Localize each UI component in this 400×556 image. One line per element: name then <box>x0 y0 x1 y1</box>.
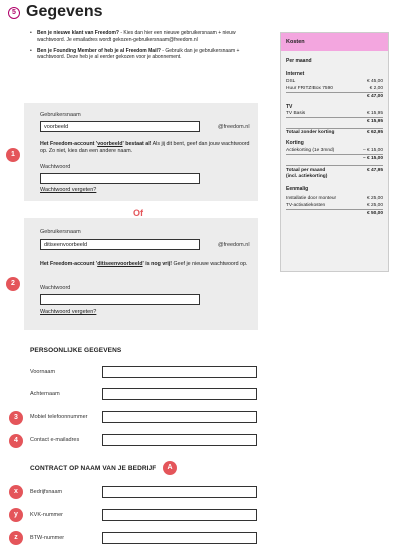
password-input[interactable] <box>40 294 200 305</box>
vat-number-label: BTW-nummer <box>30 535 65 541</box>
first-name-input[interactable] <box>102 366 257 378</box>
costs-title: Kosten <box>281 33 388 51</box>
or-separator: Of <box>133 208 143 218</box>
one-time-total: € 50,00 <box>286 209 383 217</box>
tv-heading: TV <box>286 103 293 110</box>
annotation-badge-y: y <box>9 508 23 522</box>
cost-row: TV-activatiekosten € 25,00 <box>286 202 383 208</box>
username-input[interactable]: voorbeeld <box>40 121 200 132</box>
account-available-message: Het Freedom-account 'ditiseenvoorbeeld' is nog vrij! Geef je nieuwe wachtwoord op. <box>40 261 248 267</box>
one-time-heading: Eenmalig <box>286 186 309 192</box>
cost-row: TV Basis € 15,95 <box>286 111 383 117</box>
annotation-badge-a: A <box>163 461 177 475</box>
password-label: Wachtwoord <box>40 285 71 291</box>
cost-row: Actiekorting (1e 3mnd) – € 15,00 <box>286 148 383 153</box>
company-name-input[interactable] <box>102 486 257 498</box>
mobile-phone-input[interactable] <box>102 411 257 423</box>
annotation-badge-x: x <box>9 485 23 499</box>
account-option-new-panel <box>24 218 258 330</box>
contact-email-input[interactable] <box>102 434 257 446</box>
account-exists-message: Het Freedom-account 'voorbeeld' bestaat al! Als jij dit bent, geef dan jouw wachtwoord op. Zo niet, kies dan een andere naam. <box>40 141 250 155</box>
annotation-badge-3: 3 <box>9 411 23 425</box>
username-input[interactable]: ditiseenvoorbeeld <box>40 239 200 250</box>
cost-row: DSL € 45,00 <box>286 78 383 84</box>
monthly-heading: Per maand <box>286 58 312 64</box>
contact-email-label: Contact e-mailadres <box>30 437 80 443</box>
intro-item-new-customer: • Ben je nieuwe klant van Freedom? - Kies dan hier een nieuwe gebruikersnaam + nieuw wachtwoord. Je emailadres wordt gekozen-gebruikersnaam@freedom.nl <box>30 30 248 44</box>
email-domain-label: @freedom.nl <box>218 242 250 248</box>
internet-heading: Internet <box>286 70 305 77</box>
last-name-label: Achternaam <box>30 391 60 397</box>
step-number-badge: 5 <box>8 7 20 19</box>
personal-details-heading: PERSOONLIJKE GEGEVENS <box>30 347 122 354</box>
business-contract-heading: CONTRACT OP NAAM VAN JE BEDRIJF <box>30 465 157 472</box>
cost-row: Huur FRITZ!Box 7590 € 2,00 <box>286 85 383 91</box>
annotation-badge-z: z <box>9 531 23 545</box>
tv-subtotal: € 15,95 <box>286 117 383 125</box>
username-label: Gebruikersnaam <box>40 112 81 118</box>
password-input[interactable] <box>40 173 200 184</box>
costs-summary-panel <box>280 32 389 272</box>
first-name-label: Voornaam <box>30 369 56 375</box>
forgot-password-link[interactable]: Wachtwoord vergeten? <box>40 187 97 193</box>
discount-heading: Korting <box>286 140 304 147</box>
vat-number-input[interactable] <box>102 532 257 544</box>
mobile-phone-label: Mobiel telefoonnummer <box>30 414 88 420</box>
annotation-badge-2: 2 <box>6 277 20 291</box>
email-domain-label: @freedom.nl <box>218 124 250 130</box>
annotation-badge-4: 4 <box>9 434 23 448</box>
forgot-password-link[interactable]: Wachtwoord vergeten? <box>40 309 97 315</box>
cost-row: Installatie door monteur € 25,00 <box>286 195 383 201</box>
total-without-discount: Totaal zonder korting € 62,95 <box>286 130 383 136</box>
total-monthly: Totaal per maand (incl. actiekorting) € 47,95 <box>286 165 383 180</box>
intro-item-founding-member: • Ben je Founding Member of heb je al Freedom Mail? - Gebruik dan je gebruikersnaam + wachtwoord. Deze heb je al eerder gekozen voor je abonnement. <box>30 48 248 62</box>
last-name-input[interactable] <box>102 388 257 400</box>
page-title: Gegevens <box>26 3 103 20</box>
annotation-badge-1: 1 <box>6 148 20 162</box>
username-label: Gebruikersnaam <box>40 229 81 235</box>
internet-subtotal: € 47,00 <box>286 92 383 100</box>
kvk-number-input[interactable] <box>102 509 257 521</box>
account-option-existing-panel <box>24 103 258 201</box>
password-label: Wachtwoord <box>40 164 71 170</box>
discount-subtotal: – € 15,00 <box>286 154 383 162</box>
intro-list <box>30 30 248 65</box>
company-name-label: Bedrijfsnaam <box>30 489 63 495</box>
kvk-number-label: KVK-nummer <box>30 512 64 518</box>
